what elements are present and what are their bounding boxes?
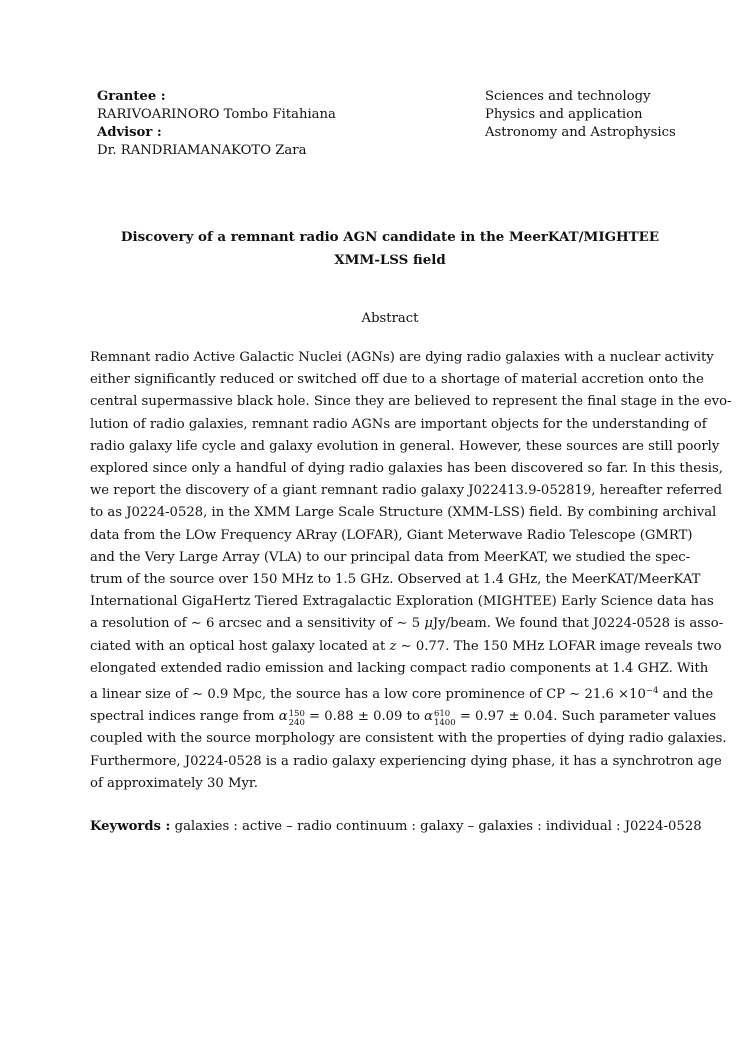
alpha-symbol: α: [424, 709, 433, 725]
grantee-advisor-block: [97, 88, 336, 160]
spectral-index-scripts: [434, 710, 456, 728]
abstract-line: trum of the source over 150 MHz to 1.5 GHz. Observed at 1.4 GHz, the MeerKAT/MeerKAT: [90, 572, 701, 588]
keywords: [90, 819, 702, 834]
abstract-line: elongated extended radio emission and lacking compact radio components at 1.4 GHZ. With: [90, 660, 709, 676]
abstract-line: International GigaHertz Tiered Extragalactic Exploration (MIGHTEE) Early Science data has: [90, 594, 714, 610]
abstract-line: [90, 706, 717, 729]
abstract-line: data from the LOw Frequency ARray (LOFAR), Giant Meterwave Radio Telescope (GMRT): [90, 527, 693, 543]
abstract-line: Remnant radio Active Galactic Nuclei (AGNs) are dying radio galaxies with a nuclear activity: [90, 350, 714, 365]
line-text: ∼ 0.77. The 150 MHz LOFAR image reveals two: [396, 638, 722, 654]
line-text: = 0.97 ± 0.04. Such parameter values: [455, 709, 717, 725]
title-line: Discovery of a remnant radio AGN candidate in the MeerKAT/MIGHTEE: [120, 229, 660, 245]
keywords-text: galaxies : active – radio continuum : galaxy – galaxies : individual : J0224-0528: [170, 819, 702, 834]
abstract-line: to as J0224-0528, in the XMM Large Scale Structure (XMM-LSS) field. By combining archival: [90, 505, 717, 521]
abstract-line: radio galaxy life cycle and galaxy evolution in general. However, these sources are still poorly: [90, 438, 720, 454]
spectral-index-scripts: [289, 710, 305, 728]
title-line: XMM-LSS field: [334, 252, 446, 268]
abstract-line: explored since only a handful of dying radio galaxies has been discovered so far. In this thesis,: [90, 461, 723, 477]
abstract-body: [90, 347, 732, 795]
grantee-name: RARIVOARINORO Tombo Fitahiana: [97, 107, 336, 122]
abstract-line: [90, 680, 714, 706]
subscript: 240: [288, 718, 305, 729]
grantee-label: Grantee :: [97, 89, 166, 104]
mu-symbol: μ: [424, 616, 433, 632]
paper-title: [90, 226, 690, 272]
field-specialty: Astronomy and Astrophysics: [485, 125, 676, 140]
abstract-line: [90, 613, 724, 635]
line-text: Jy/beam. We found that J0224-0528 is asso-: [432, 616, 724, 632]
line-text: a linear size of ∼ 0.9 Mpc, the source has a low core prominence of CP ∼ 21.6 ×10: [90, 687, 646, 703]
subscript: 1400: [433, 718, 456, 729]
abstract-line: central supermassive black hole. Since they are believed to represent the final stage in the evo-: [90, 394, 732, 410]
redshift-symbol: z: [389, 638, 397, 654]
abstract-line: lution of radio galaxies, remnant radio AGNs are important objects for the understanding of: [90, 416, 707, 432]
field-domain: Sciences and technology: [485, 89, 651, 104]
abstract-line: [90, 636, 722, 658]
abstract-heading: Abstract: [361, 311, 419, 326]
superscript: 150: [288, 709, 305, 720]
line-text: and the: [658, 687, 714, 703]
line-text: ciated with an optical host galaxy located at: [90, 638, 390, 654]
alpha-symbol: α: [278, 709, 288, 725]
abstract-line: either significantly reduced or switched off due to a shortage of material accretion onto the: [90, 372, 704, 388]
keywords-label: Keywords :: [90, 819, 171, 834]
abstract-line: of approximately 30 Myr.: [90, 775, 258, 791]
abstract-line: and the Very Large Array (VLA) to our principal data from MeerKAT, we studied the spec-: [90, 549, 691, 565]
line-text: = 0.88 ± 0.09 to: [304, 709, 425, 725]
abstract-line: we report the discovery of a giant remnant radio galaxy J022413.9-052819, hereafter referred: [90, 483, 723, 499]
line-text: spectral indices range from: [90, 709, 279, 725]
exponent: −4: [645, 686, 659, 697]
advisor-label: Advisor :: [97, 125, 162, 140]
field-mention: Physics and application: [485, 107, 643, 122]
superscript: 610: [433, 709, 451, 720]
field-block: [485, 88, 676, 142]
abstract-line: coupled with the source morphology are consistent with the properties of dying radio galaxies.: [90, 731, 727, 747]
advisor-name: Dr. RANDRIAMANAKOTO Zara: [97, 143, 307, 158]
abstract-line: Furthermore, J0224-0528 is a radio galaxy experiencing dying phase, it has a synchrotron age: [90, 753, 722, 769]
line-text: a resolution of ∼ 6 arcsec and a sensitivity of ∼ 5: [90, 616, 425, 632]
